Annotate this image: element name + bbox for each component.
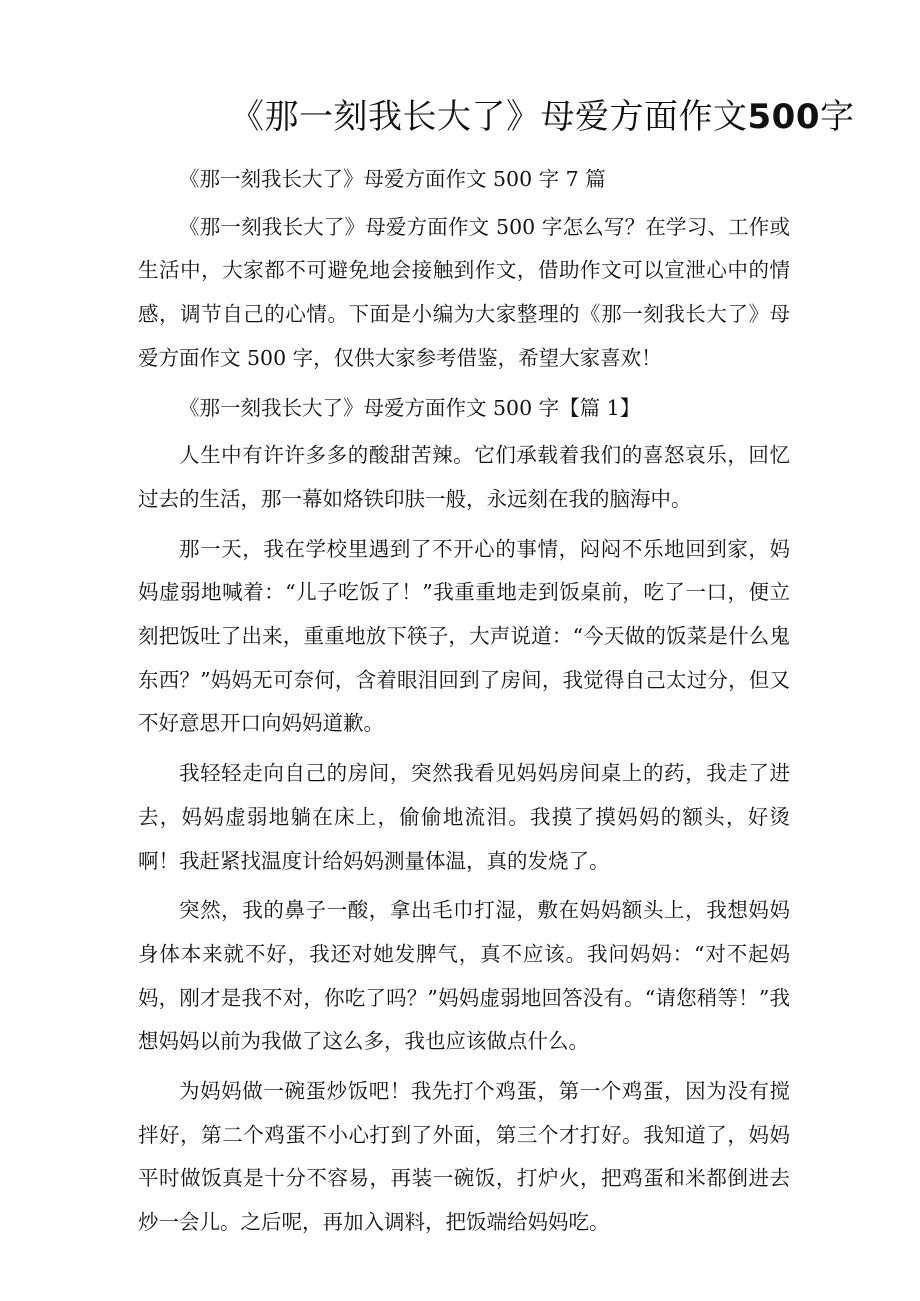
paragraph: 为妈妈做一碗蛋炒饭吧！我先打个鸡蛋，第一个鸡蛋，因为没有搅拌好，第二个鸡蛋不小心打到了外面，第三个才打好。我知道了，妈妈平时做饭真是十分不容易，再装一碗饭，打炉火，把鸡蛋和米都倒进去炒一会儿。之后呢，再加入调料，把饭端给妈妈吃。 — [138, 1079, 790, 1235]
document-body — [138, 152, 790, 1251]
title-number: 500 — [747, 97, 820, 137]
paragraph: 那一天，我在学校里遇到了不开心的事情，闷闷不乐地回到家，妈妈虚弱地喊着：“儿子吃饭了！”我重重地走到饭桌前，吃了一口，便立刻把饭吐了出来，重重地放下筷子，大声说道：“今天做的饭菜是什么鬼东西？”妈妈无可奈何，含着眼泪回到了房间，我觉得自己太过分，但又不好意思开口向妈妈道歉。 — [138, 536, 790, 736]
section-heading: 《那一刻我长大了》母爱方面作文 500 字【篇 1】 — [179, 395, 641, 420]
paragraph: 人生中有许许多多的酸甜苦辣。它们承载着我们的喜怒哀乐，回忆过去的生活，那一幕如烙铁印肤一般，永远刻在我的脑海中。 — [138, 443, 790, 511]
intro-paragraph: 《那一刻我长大了》母爱方面作文 500 字怎么写？在学习、工作或生活中，大家都不可避免地会接触到作文，借助作文可以宣泄心中的情感，调节自己的心情。下面是小编为大家整理的《那一刻我长大了》母爱方面作文 500 字，仅供大家参考借鉴，希望大家喜欢！ — [138, 214, 790, 370]
paragraph: 我轻轻走向自己的房间，突然我看见妈妈房间桌上的药，我走了进去，妈妈虚弱地躺在床上，偷偷地流泪。我摸了摸妈妈的额头，好烫啊！我赶紧找温度计给妈妈测量体温，真的发烧了。 — [138, 761, 790, 873]
document-title — [0, 94, 920, 140]
paragraph: 突然，我的鼻子一酸，拿出毛巾打湿，敷在妈妈额头上，我想妈妈身体本来就不好，我还对她发脾气，真不应该。我问妈妈：“对不起妈妈，刚才是我不对，你吃了吗？”妈妈虚弱地回答没有。“请您稍等！”我想妈妈以前为我做了这么多，我也应该做点什么。 — [138, 898, 790, 1054]
title-suffix: 字 — [819, 97, 855, 137]
subtitle: 《那一刻我长大了》母爱方面作文 500 字 7 篇 — [179, 167, 606, 191]
title-text: 《那一刻我长大了》母爱方面作文 — [230, 97, 748, 137]
